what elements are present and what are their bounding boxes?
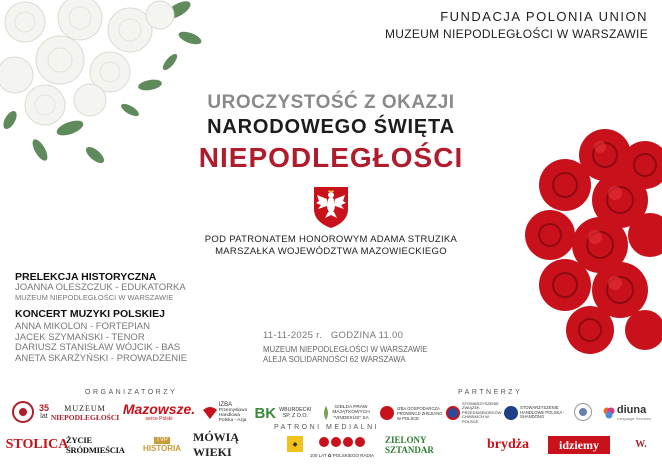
program-block [15, 272, 187, 364]
patronage-line-2: MARSZAŁKA WOJEWÓDZTWA MAZOWIECKIEGO [215, 246, 447, 257]
mazowsze-logo [120, 400, 198, 424]
stolica-logo [5, 436, 69, 454]
mazowsze-text: Mazowsze. [122, 401, 196, 417]
mazowsze-sub: serce Polski [145, 416, 173, 422]
media-patrons-label: PATRONI MEDIALNI [274, 424, 380, 431]
stow1-text: STOWARZYSZENIE ZWIĄZEK PRZEDSIĘBIORCÓW CHIŃSKICH W POLSCE [462, 400, 502, 424]
tvp-historia-logo [140, 434, 184, 456]
chamber-emblem-icon [380, 406, 394, 420]
zielony-sztandar-logo [385, 436, 469, 454]
partners-label: PARTNERZY [458, 389, 523, 396]
tvp-text: TVP [156, 437, 168, 443]
shandong-association-logo [504, 402, 570, 424]
bk-line3: SP. Z O.O. [282, 413, 308, 419]
35-word: lat [40, 412, 48, 420]
diuna-sub: Language Services [616, 416, 652, 421]
35-years-logo [37, 400, 51, 424]
patronage-line-1: POD PATRONATEM HONOROWYM ADAMA STRUZIKA [204, 234, 458, 245]
gielda-line2: MAJĄTKOWYCH [332, 410, 370, 416]
bk-line2: WBURDECKI [279, 406, 312, 413]
izba-asia-logo [200, 401, 250, 425]
title-line-1: UROCZYSTOŚĆ Z OKAZJI [207, 92, 455, 113]
media-square-logo: ◆ [287, 436, 303, 452]
title-line-3: NIEPODLEGŁOŚCI [198, 142, 464, 173]
gielda-line3: "VINDEXUS" SA [333, 415, 369, 421]
association-emblem-icon [446, 406, 460, 420]
idziemy-text: idziemy [559, 437, 599, 452]
bk-wburdecki-logo [252, 401, 314, 425]
performer: ANNA MIKOLON - FORTEPIAN [15, 321, 150, 332]
zycie-srodmiescia-logo [66, 436, 134, 454]
bk-mark: BK [254, 404, 277, 422]
diuna-text: diuna [616, 404, 647, 416]
seal-logo [574, 403, 592, 421]
lecture-heading: PRELEKCJA HISTORYCZNA [15, 271, 157, 283]
zycie-text: ŻYCIE ŚRÓDMIEŚCIA [66, 435, 125, 455]
event-address: ALEJA SOLIDARNOŚCI 62 WARSZAWA [263, 355, 406, 364]
tvp-sub: HISTORIA [142, 444, 182, 453]
lecture-person: JOANNA OLESZCZUK - EDUKATORKA [15, 281, 186, 293]
diuna-mark-icon [603, 407, 615, 419]
brydza-logo [474, 435, 542, 455]
35-number: 35 [38, 402, 49, 413]
idziemy-logo [548, 436, 610, 454]
organizers-label: ORGANIZATORZY [85, 389, 178, 396]
leaf-icon [322, 406, 330, 420]
izba-line2: Przemysłowo [218, 407, 248, 413]
shandong-emblem-icon [504, 406, 518, 420]
diuna-logo [598, 401, 656, 425]
zielony-text: ZIELONY SZTANDAR [385, 435, 434, 455]
museum-logo [52, 400, 118, 426]
title-line-2: NARODOWEGO ŚWIĘTA [207, 116, 455, 138]
stow2-text: STOWARZYSZENIE HANDLOWE POLSKA - SHANDONG [520, 404, 565, 420]
museum-logo-line1: MUZEUM [64, 404, 106, 413]
performer: ANETA SKARŻYŃSKI - PROWADZENIE [15, 352, 188, 364]
event-date: 11-11-2025 r. [263, 330, 323, 341]
izba-gosp-text: IZBA GOSPODARCZA PROWINCJI ZHEJIANG W POLSCE [397, 405, 443, 421]
wm-logo [628, 433, 654, 455]
stolica-text: STOLICA [5, 437, 69, 452]
performer: JACEK SZYMAŃSKI - TENOR [15, 331, 145, 343]
vindexus-logo [318, 401, 374, 425]
radio-dots-icon [319, 435, 365, 449]
izba-line1: IZBA [218, 401, 233, 408]
polskie-radio-logo [306, 432, 378, 462]
mazovia-coat-of-arms-icon [312, 185, 350, 229]
event-time: GODZINA 11.00 [330, 330, 404, 341]
performer: DARIUSZ STANISŁAW WÓJCIK - BAS [15, 342, 181, 353]
concert-heading: KONCERT MUZYKI POLSKIEJ [15, 307, 165, 320]
event-venue: MUZEUM NIEPODLEGŁOŚCI W WARSZAWIE [263, 345, 428, 354]
mowia-wieki-logo [193, 430, 279, 459]
museum-logo-line2: NIEPODLEGŁOŚCI [50, 413, 120, 422]
zhejiang-chamber-logo [380, 402, 444, 424]
polonia-union-logo [12, 401, 34, 423]
lecture-org: MUZEUM NIEPODLEGŁOŚCI W WARSZAWIE [15, 293, 174, 302]
mowia-text: MÓWIĄ WIEKI [193, 430, 239, 459]
radio-text: 100 LAT ✿ POLSKIEGO RADIA [309, 453, 375, 458]
wm-text: W. [635, 438, 647, 450]
foundation-name: FUNDACJA POLONIA UNION [440, 9, 648, 24]
brydza-text: brydża [487, 437, 529, 452]
izba-line3: Handlowa [218, 413, 241, 418]
fan-icon [203, 406, 217, 420]
izba-line4: Polska - Azja [218, 418, 247, 424]
chinese-entrepreneurs-logo [446, 402, 502, 424]
museum-name: MUZEUM NIEPODLEGŁOŚCI W WARSZAWIE [384, 27, 648, 41]
event-datetime [263, 330, 403, 341]
gielda-line1: GIEŁDA PRAW [334, 404, 368, 410]
